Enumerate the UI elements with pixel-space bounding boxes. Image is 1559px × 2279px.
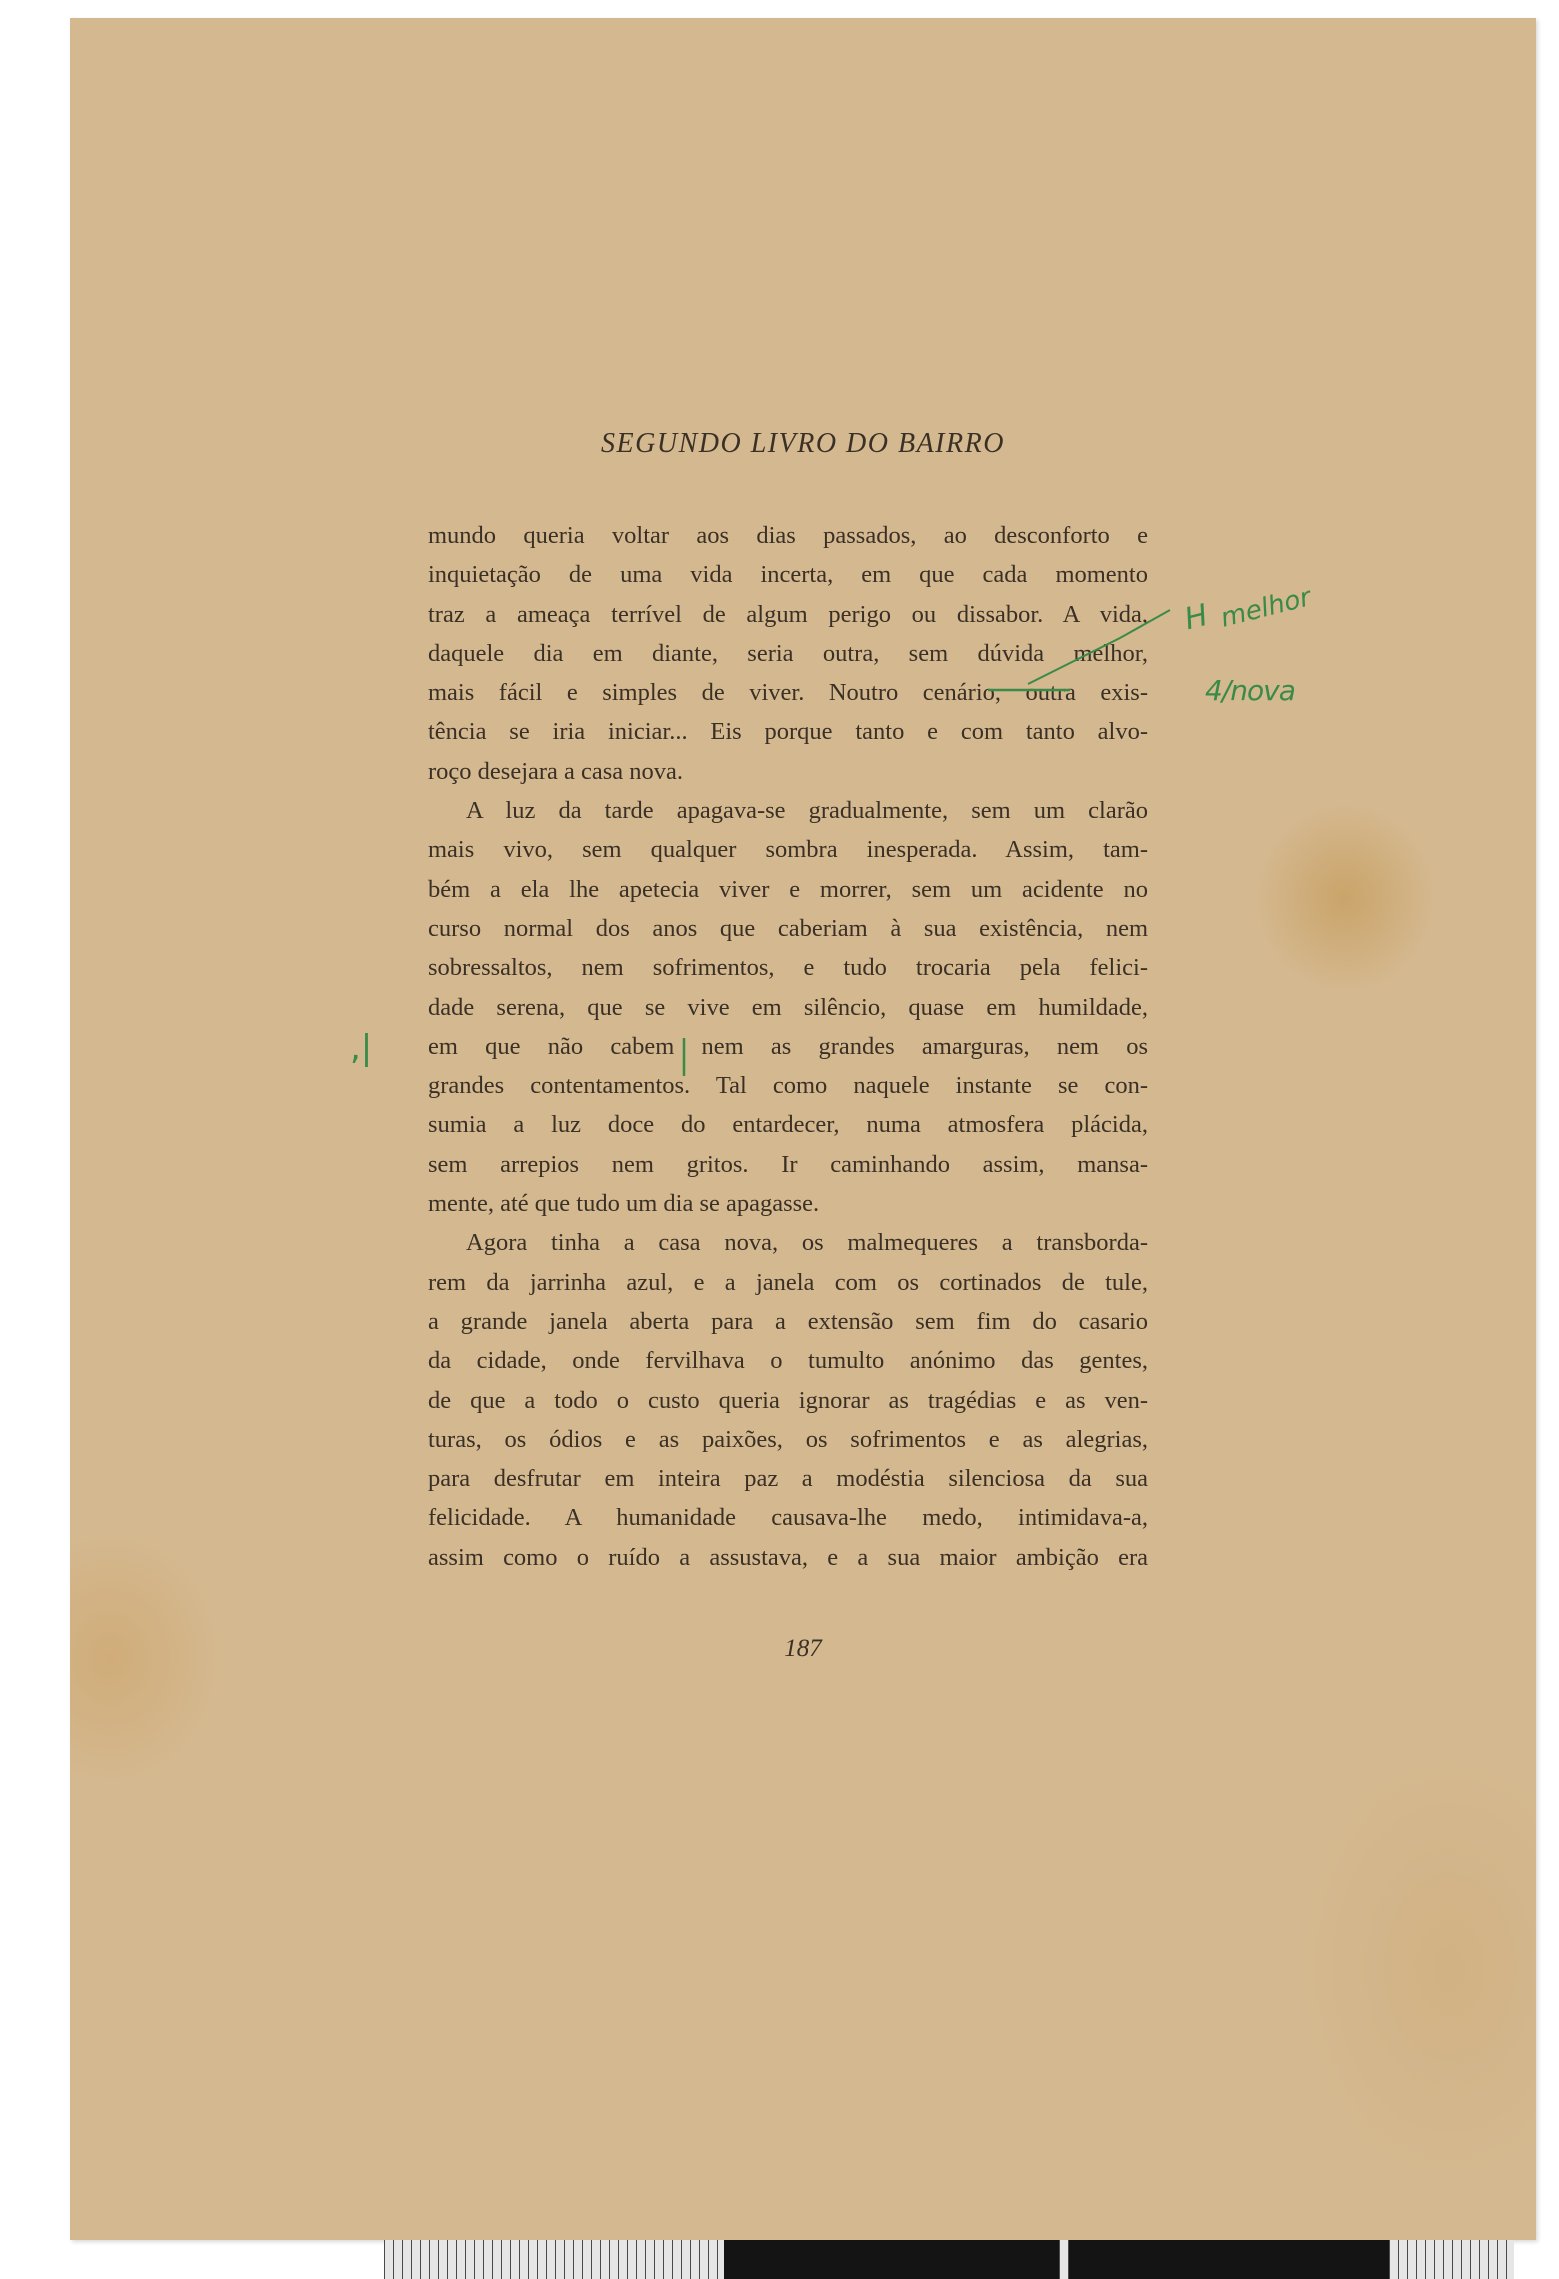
text-line: Agora tinha a casa nova, os malmequeres a transborda- [466,1229,1148,1257]
text-line: mais vivo, sem qualquer sombra inesperada. Assim, tam- [428,836,1148,864]
text-line: para desfrutar em inteira paz a modéstia silenciosa da sua [428,1465,1148,1493]
annotation-melhor: melhor [1217,582,1314,634]
correction-line [1028,610,1170,684]
text-line: em que não cabem nem as grandes amarguras, nem os [428,1032,1148,1060]
text-line: roço desejara a casa nova. [428,757,684,785]
document-page [70,18,1536,2240]
text-line: tência se iria iniciar... Eis porque tanto e com tanto alvo- [428,718,1148,746]
text-line: a grande janela aberta para a extensão sem fim do casario [428,1307,1148,1335]
text-line: rem da jarrinha azul, e a janela com os cortinados de tule, [428,1268,1148,1296]
annotation-strokes [70,18,1536,2240]
text-line: daquele dia em diante, seria outra, sem dúvida melhor, [428,639,1148,667]
text-line: dade serena, que se vive em silêncio, quase em humildade, [428,993,1148,1021]
text-line: inquietação de uma vida incerta, em que cada momento [428,561,1148,589]
scale-ruler [384,2240,1514,2279]
text-line: felicidade. A humanidade causava-lhe medo, intimidava-a, [428,1504,1148,1532]
annotation-left-mark: ,| [350,1028,373,1068]
text-line: mente, até que tudo um dia se apagasse. [428,1190,820,1218]
annotation-scribble: 4/nova [1205,674,1295,707]
annotation-h-mark: H [1181,597,1212,638]
text-line: sem arrepios nem gritos. Ir caminhando assim, mansa- [428,1150,1148,1178]
text-line: curso normal dos anos que caberiam à sua existência, nem [428,914,1148,942]
ruler-dark-band [724,2240,1059,2279]
text-line: mais fácil e simples de viver. Noutro cenário, outra exis- [428,679,1148,707]
page-number: 187 [784,1635,822,1662]
ruler-ticks [1389,2240,1514,2279]
text-line: bém a ela lhe apetecia viver e morrer, sem um acidente no [428,875,1148,903]
ruler-ticks [384,2240,724,2279]
text-line: turas, os ódios e as paixões, os sofrimentos e as alegrias, [428,1425,1148,1453]
text-line: sumia a luz doce do entardecer, numa atmosfera plácida, [428,1111,1148,1139]
text-line: grandes contentamentos. Tal como naquele instante se con- [428,1072,1148,1100]
ruler-dark-band [1069,2240,1389,2279]
text-line: mundo queria voltar aos dias passados, ao desconforto e [428,522,1148,549]
text-line: sobressaltos, nem sofrimentos, e tudo trocaria pela felici- [428,954,1148,982]
ruler-ticks [1059,2240,1069,2279]
text-line: de que a todo o custo queria ignorar as tragédias e as ven- [428,1386,1148,1414]
text-line: da cidade, onde fervilhava o tumulto anónimo das gentes, [428,1347,1148,1375]
text-line: assim como o ruído a assustava, e a sua maior ambição era [428,1543,1148,1571]
text-line: A luz da tarde apagava-se gradualmente, sem um clarão [466,797,1148,825]
text-line: traz a ameaça terrível de algum perigo ou dissabor. A vida, [428,600,1148,628]
running-head: SEGUNDO LIVRO DO BAIRRO [601,428,1005,459]
